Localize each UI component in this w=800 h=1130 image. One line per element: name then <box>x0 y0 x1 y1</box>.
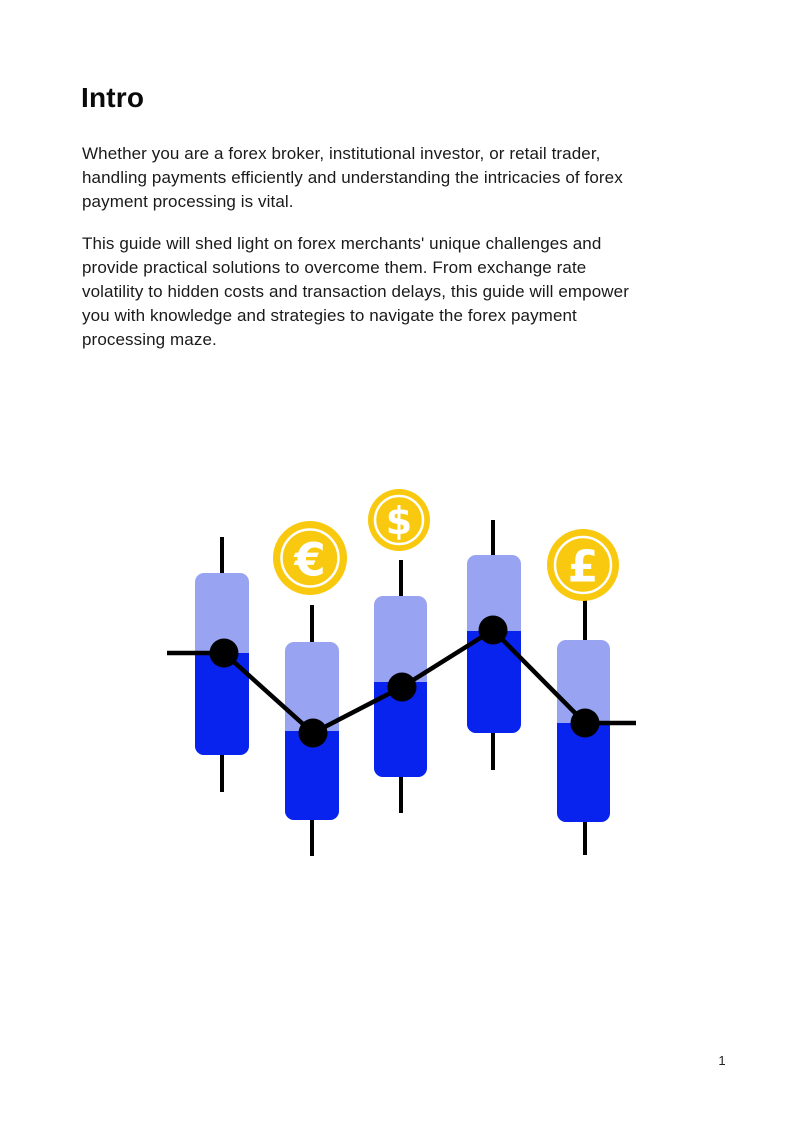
euro-coin-icon <box>273 521 347 595</box>
intro-paragraph-1 <box>82 142 702 214</box>
trend-point <box>388 673 417 702</box>
euro-symbol: € <box>294 533 326 587</box>
trend-point <box>479 616 508 645</box>
candlestick-chart-illustration <box>150 470 650 870</box>
paragraph-line: you with knowledge and strategies to navigate the forex payment <box>82 306 577 325</box>
intro-paragraph-2 <box>82 232 702 352</box>
dollar-symbol: $ <box>385 499 413 543</box>
page-title: Intro <box>81 82 145 113</box>
dollar-coin-icon <box>368 489 430 551</box>
paragraph-line: processing maze. <box>82 330 217 349</box>
pound-symbol: £ <box>567 541 599 593</box>
page-number: 1 <box>718 1053 726 1068</box>
paragraph-line: volatility to hidden costs and transaction delays, this guide will empower <box>82 282 629 301</box>
paragraph-line: handling payments efficiently and understanding the intricacies of forex <box>82 168 623 187</box>
trend-point <box>210 639 239 668</box>
paragraph-line: provide practical solutions to overcome them. From exchange rate <box>82 258 587 277</box>
paragraph-line: payment processing is vital. <box>82 192 294 211</box>
trend-point <box>571 709 600 738</box>
pound-coin-icon <box>547 529 619 601</box>
trend-point <box>299 719 328 748</box>
paragraph-line: This guide will shed light on forex merchants' unique challenges and <box>82 234 602 253</box>
paragraph-line: Whether you are a forex broker, institutional investor, or retail trader, <box>82 144 601 163</box>
